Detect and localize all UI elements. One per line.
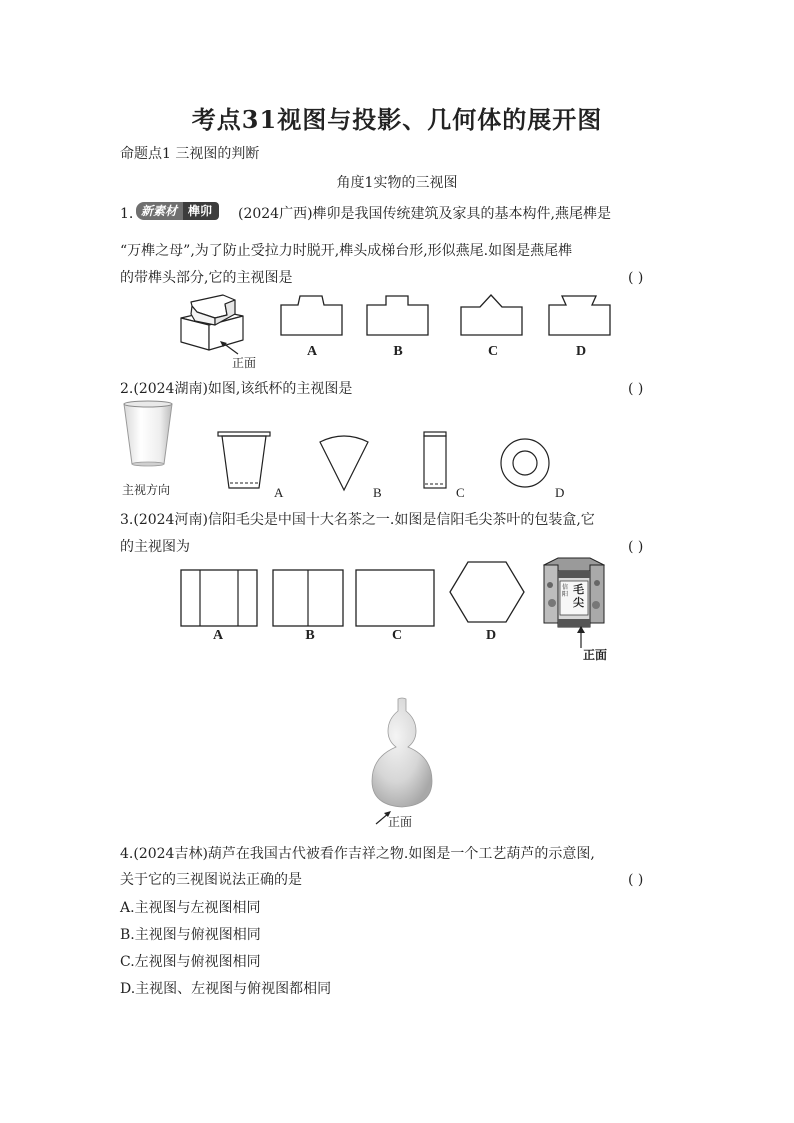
q4-choice-d: D.主视图、左视图与俯视图都相同 [120, 981, 332, 997]
q2-view-direction-label: 主视方向 [122, 483, 171, 497]
tea-box-char-jian: 尖 [573, 596, 584, 609]
q3-line1: 3.(2024河南)信阳毛尖是中国十大名茶之一.如图是信阳毛尖茶叶的包装盒,它 [120, 512, 595, 528]
q3-answer-paren: ( ) [628, 539, 644, 555]
subsection-heading: 角度1实物的三视图 [336, 175, 458, 191]
q4-choice-c: C.左视图与俯视图相同 [120, 954, 261, 970]
q1-option-a-label: A [306, 344, 318, 359]
q2-option-b-figure [316, 428, 372, 494]
q4-choice-b: B.主视图与俯视图相同 [120, 927, 261, 943]
q3-option-c-figure [355, 569, 437, 629]
q1-option-c-figure [460, 293, 524, 337]
q2-answer-paren: ( ) [628, 381, 644, 397]
q3-front-arrow [575, 626, 587, 648]
q4-front-label: 正面 [388, 815, 413, 829]
q1-option-b-figure [366, 295, 430, 337]
q2-option-d-label: D [555, 485, 565, 500]
q3-option-a-figure [180, 569, 260, 629]
q2-option-c-label: C [456, 485, 465, 500]
q2-option-b-label: B [373, 485, 382, 500]
q3-option-c-label: C [391, 628, 403, 643]
badge-new-material: 新素材 [136, 202, 183, 220]
q2-option-a-label: A [274, 485, 284, 500]
page-title: 考点31视图与投影、几何体的展开图 [191, 105, 603, 134]
q2-option-d-figure [498, 436, 554, 492]
section-heading: 命题点1 三视图的判断 [120, 146, 260, 162]
q1-number: 1. [120, 206, 134, 222]
q2-option-a-figure [216, 430, 272, 492]
q1-option-d-label: D [575, 344, 587, 359]
q3-option-b-label: B [305, 628, 315, 643]
paper-cup-image [120, 400, 176, 470]
q2-text: 2.(2024湖南)如图,该纸杯的主视图是 [120, 381, 353, 397]
q3-option-b-figure [272, 569, 346, 629]
tea-box-char-xinyang: 信阳 [562, 584, 569, 598]
q4-choice-a: A.主视图与左视图相同 [120, 900, 261, 916]
tea-box-char-mao: 毛 [573, 583, 584, 596]
q3-line2: 的主视图为 [120, 539, 190, 555]
q1-answer-paren: ( ) [628, 270, 644, 286]
q1-option-a-figure [280, 295, 344, 337]
q4-line1: 4.(2024吉林)葫芦在我国古代被看作吉祥之物.如图是一个工艺葫芦的示意图, [120, 846, 595, 862]
q1-line3: 的带榫头部分,它的主视图是 [120, 270, 293, 286]
q4-line2: 关于它的三视图说法正确的是 [120, 872, 302, 888]
q3-option-d-figure [448, 560, 528, 626]
q1-line2: “万榫之母”,为了防止受拉力时脱开,榫头成梯台形,形似燕尾.如图是燕尾榫 [120, 243, 573, 259]
q3-option-d-label: D [485, 628, 497, 643]
q1-front-label: 正面 [232, 356, 257, 370]
q1-badge [136, 202, 219, 221]
q3-front-label: 正面 [583, 648, 608, 662]
q3-option-a-label: A [212, 628, 224, 643]
q4-answer-paren: ( ) [628, 872, 644, 888]
q1-option-c-label: C [487, 344, 499, 359]
q1-option-b-label: B [393, 344, 403, 359]
q2-option-c-figure [420, 430, 450, 492]
q1-option-d-figure [548, 295, 612, 337]
q1-line1: (2024广西)榫卯是我国传统建筑及家具的基本构件,燕尾榫是 [238, 206, 612, 222]
badge-topic: 榫卯 [183, 202, 219, 220]
gourd-image [368, 697, 436, 809]
